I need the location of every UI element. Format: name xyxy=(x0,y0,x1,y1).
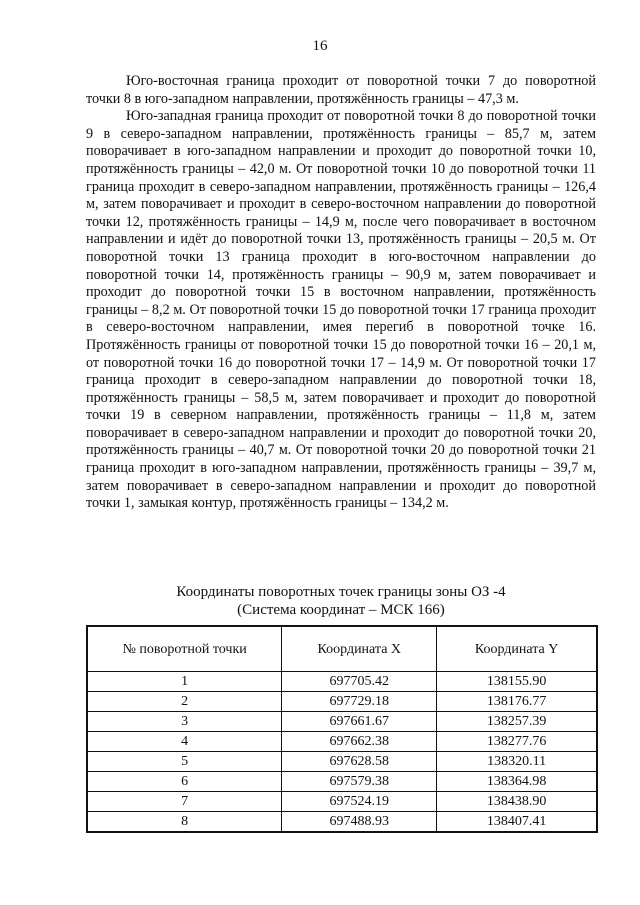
coordinate-x: 697662.38 xyxy=(282,732,437,752)
paragraph-southwest-boundary: Юго-западная граница проходит от поворотной точки 8 до поворотной точки 9 в северо-западном направлении, протяжённость границы – 85,7 м, затем поворачивает в юго-западном направлении и проходит до поворотной точки 10, протяжённость границы – 42,0 м. От поворотной точки 10 до поворотной точки 11 граница проходит в северо-западном направлении, протяжённость границы – 126,4 м, затем поворачивает и проходит в северо-восточном направлении до поворотной точки 12, протяжённость границы – 14,9 м, после чего поворачивает в восточном направлении и идёт до поворотной точки 13, протяжённость границы – 20,5 м. От поворотной точки 13 граница проходит в юго-восточном направлении до поворотной точки 14, протяжённость границы – 90,9 м, затем поворачивает и проходит до поворотной точки 15 в восточном направлении, протяжённость границы – 8,2 м. От поворотной точки 15 до поворотной точки 17 граница проходит в северо-восточном направлении, имея перегиб в поворотной точке 16. Протяжённость границы от поворотной точки 15 до поворотной точки 16 – 20,1 м, от поворотной точки 16 до поворотной точки 17 – 14,9 м. От поворотной точки 17 граница проходит в северо-западном направлении до поворотной точки 18, протяжённость границы – 58,5 м, затем поворачивает и проходит до поворотной точки 19 в северном направлении, протяжённость границы – 11,8 м, затем поворачивает в северо-западном направлении и проходит до поворотной точки 20, протяжённость границы – 40,7 м. От поворотной точки 20 до поворотной точки 21 граница проходит в юго-западном направлении, протяжённость границы – 39,7 м, затем поворачивает в северо-западном направлении и проходит до поворотной точки 1, замыкая контур, протяжённость границы – 134,2 м. xyxy=(86,108,596,512)
coordinate-x: 697579.38 xyxy=(282,772,437,792)
coordinate-y: 138438.90 xyxy=(437,792,597,812)
table-row xyxy=(87,672,597,692)
header-point-number: № поворотной точки xyxy=(87,626,282,672)
coordinate-x: 697488.93 xyxy=(282,812,437,833)
point-number: 7 xyxy=(87,792,282,812)
coordinate-y: 138364.98 xyxy=(437,772,597,792)
table-header-row xyxy=(87,626,597,672)
point-number: 8 xyxy=(87,812,282,833)
table-row xyxy=(87,692,597,712)
body-text xyxy=(86,73,596,513)
table-row xyxy=(87,792,597,812)
table-row xyxy=(87,772,597,792)
coordinate-y: 138257.39 xyxy=(437,712,597,732)
page-number: 16 xyxy=(312,38,328,54)
table-row xyxy=(87,812,597,833)
header-coordinate-y: Координата Y xyxy=(437,626,597,672)
table-caption xyxy=(86,583,596,619)
table-row xyxy=(87,752,597,772)
table-row xyxy=(87,712,597,732)
coordinate-y: 138277.76 xyxy=(437,732,597,752)
coordinate-x: 697628.58 xyxy=(282,752,437,772)
point-number: 6 xyxy=(87,772,282,792)
coordinate-x: 697705.42 xyxy=(282,672,437,692)
coordinate-x: 697661.67 xyxy=(282,712,437,732)
coordinate-y: 138176.77 xyxy=(437,692,597,712)
point-number: 2 xyxy=(87,692,282,712)
coordinate-y: 138320.11 xyxy=(437,752,597,772)
paragraph-southeast-boundary: Юго-восточная граница проходит от поворотной точки 7 до поворотной точки 8 в юго-западном направлении, протяжённость границы – 47,3 м. xyxy=(86,73,596,107)
table-row xyxy=(87,732,597,752)
coordinates-table xyxy=(86,625,598,833)
coordinate-x: 697524.19 xyxy=(282,792,437,812)
table-caption-title: Координаты поворотных точек границы зоны ОЗ -4 xyxy=(176,584,506,600)
coordinate-y: 138155.90 xyxy=(437,672,597,692)
point-number: 5 xyxy=(87,752,282,772)
header-coordinate-x: Координата X xyxy=(282,626,437,672)
point-number: 4 xyxy=(87,732,282,752)
table-caption-subtitle: (Система координат – МСК 166) xyxy=(237,602,445,618)
point-number: 3 xyxy=(87,712,282,732)
coordinate-y: 138407.41 xyxy=(437,812,597,833)
point-number: 1 xyxy=(87,672,282,692)
coordinate-x: 697729.18 xyxy=(282,692,437,712)
